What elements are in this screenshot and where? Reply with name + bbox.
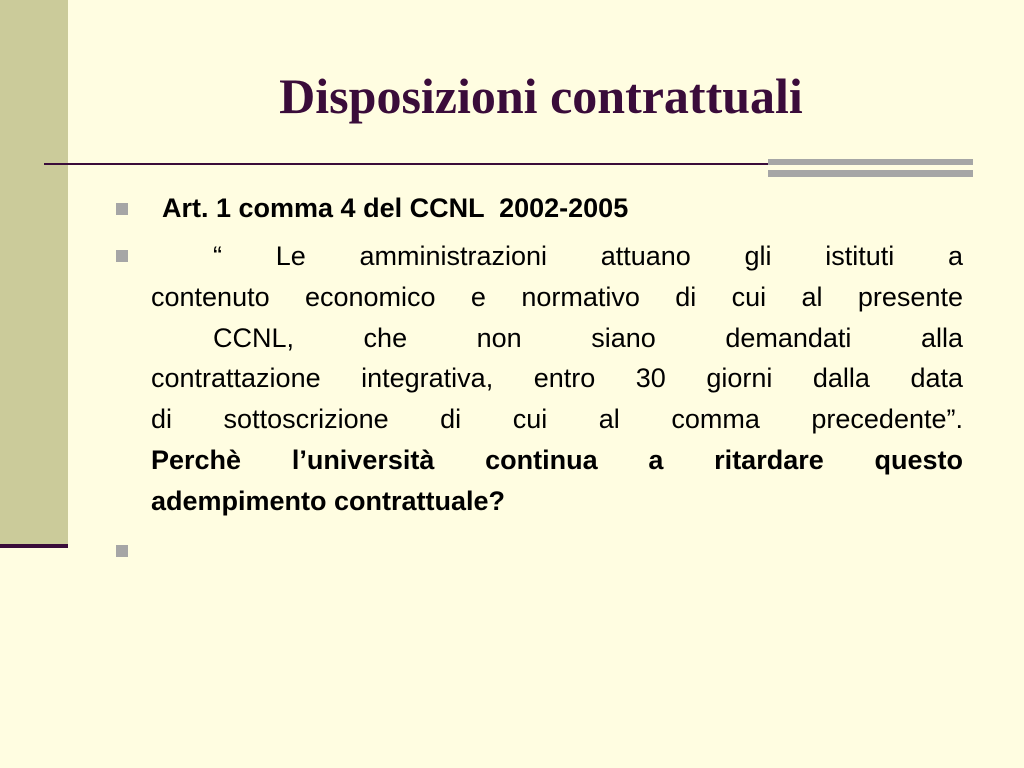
square-bullet-icon (116, 545, 128, 557)
grey-accent-bar-top (768, 159, 973, 165)
square-bullet-icon (116, 250, 128, 262)
title-underline-rule (44, 163, 768, 165)
quote-line-3: CCNL, che non siano demandati alla (213, 322, 963, 353)
quote-line-5: di sottoscrizione di cui al comma precedente”. (151, 404, 963, 435)
grey-accent-bar-bottom (768, 170, 973, 177)
quote-line-2: contenuto economico e normativo di cui al presente (151, 281, 963, 312)
question-line-1: Perchè l’università continua a ritardare questo (151, 444, 963, 475)
quote-line-1: “ Le amministrazioni attuano gli istituti a (213, 241, 963, 271)
side-rule-decoration (0, 544, 68, 548)
quote-line-4: contrattazione integrativa, entro 30 giorni dalla data (151, 363, 963, 394)
slide-title: Disposizioni contrattuali (279, 68, 803, 124)
bullet-2-quote-block (151, 236, 963, 522)
question-line-2: adempimento contrattuale? (151, 485, 506, 516)
bullet-1-text: Art. 1 comma 4 del CCNL 2002-2005 (162, 193, 629, 223)
square-bullet-icon (116, 203, 128, 215)
